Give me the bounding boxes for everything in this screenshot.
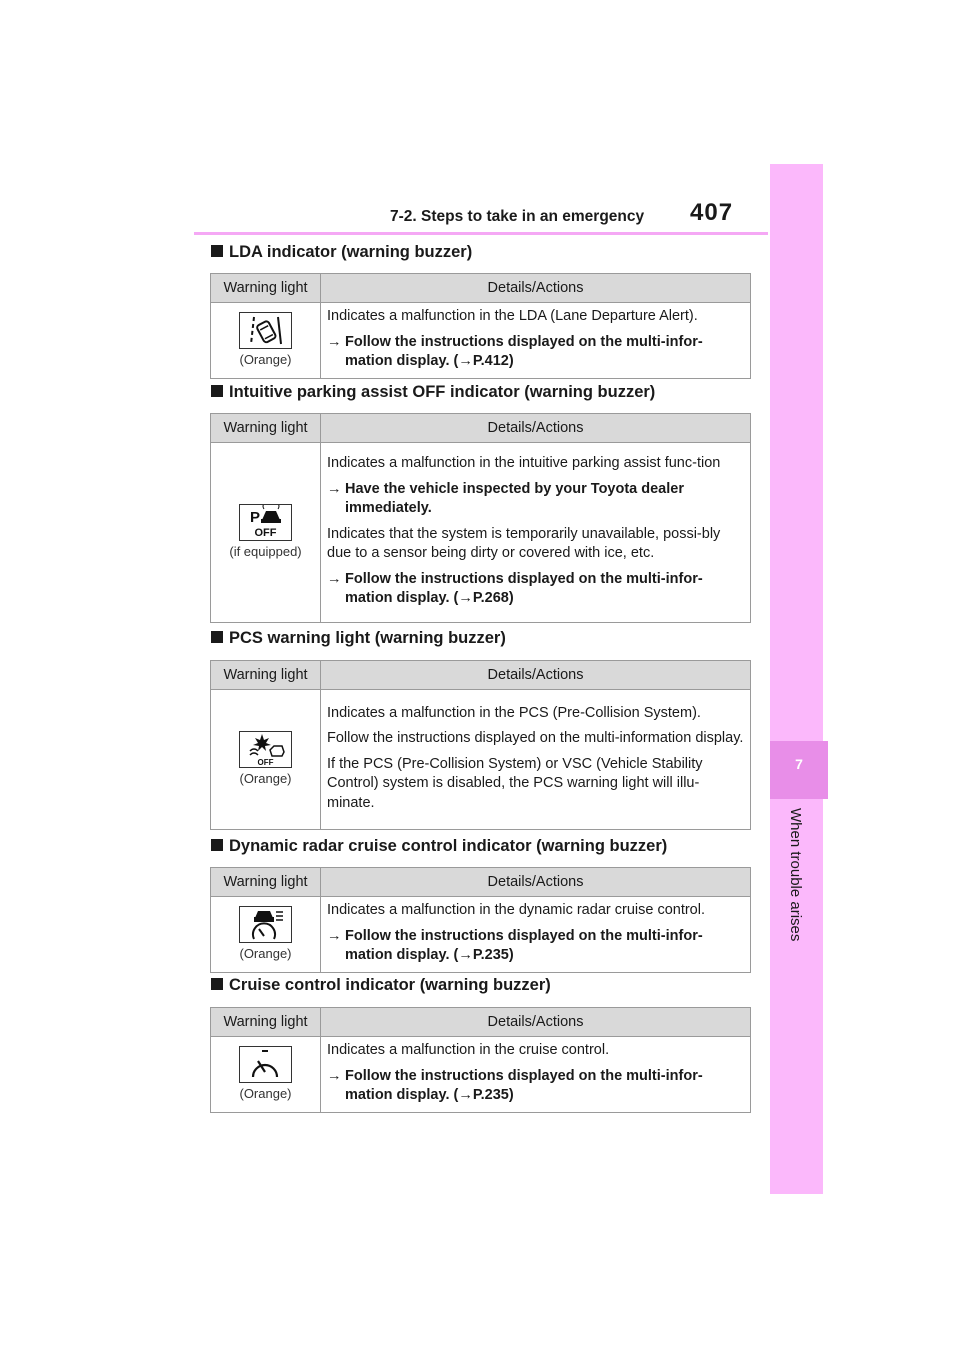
square-bullet-icon <box>211 245 223 257</box>
action-text: → Follow the instructions displayed on the multi-infor- mation display. (→P.268) <box>327 570 703 607</box>
parking-assist-off-icon <box>239 504 292 541</box>
page-number: 407 <box>690 199 734 226</box>
pcs-off-icon <box>239 731 292 768</box>
arrow-icon: → <box>327 927 342 944</box>
column-header-warning-light: Warning light <box>211 868 321 897</box>
pcs-heading: PCS warning light (warning buzzer) <box>211 629 506 648</box>
detail-text: Indicates a malfunction in the intuitive parking assist func-tion <box>327 455 721 472</box>
action-text: → Follow the instructions displayed on the multi-infor- mation display. (→P.235) <box>327 927 703 963</box>
arrow-icon: → <box>327 333 342 350</box>
arrow-icon: → <box>458 1087 473 1103</box>
detail-text: Follow the instructions displayed on the multi-information display. <box>327 730 744 747</box>
column-header-details: Details/Actions <box>321 1008 751 1037</box>
page-reference-link[interactable]: P.235 <box>472 1087 509 1103</box>
arrow-icon: → <box>327 570 342 587</box>
page-reference-link[interactable]: P.412 <box>472 353 509 369</box>
cruise-control-heading: Cruise control indicator (warning buzzer) <box>211 976 551 995</box>
chapter-number: 7 <box>795 756 803 772</box>
cruise-control-table <box>210 1007 751 1113</box>
header-rule <box>194 232 768 235</box>
detail-text: Indicates a malfunction in the cruise control. <box>327 1042 610 1058</box>
icon-caption: (if equipped) <box>229 543 302 559</box>
lda-table <box>210 273 751 379</box>
cruise-control-icon <box>239 1046 292 1083</box>
detail-text: Indicates a malfunction in the PCS (Pre-Collision System). <box>327 704 701 721</box>
icon-caption: (Orange) <box>239 1085 292 1101</box>
square-bullet-icon <box>211 978 223 990</box>
radar-cruise-icon <box>239 906 292 943</box>
column-header-details: Details/Actions <box>321 661 751 690</box>
radar-cruise-heading: Dynamic radar cruise control indicator (warning buzzer) <box>211 837 667 856</box>
radar-cruise-table <box>210 867 751 973</box>
icon-caption: (Orange) <box>239 770 292 786</box>
column-header-warning-light: Warning light <box>211 1008 321 1037</box>
column-header-warning-light: Warning light <box>211 274 321 303</box>
action-text: → Have the vehicle inspected by your Toyota dealer immediately. <box>327 480 684 517</box>
arrow-icon: → <box>458 947 473 963</box>
svg-text:OFF: OFF <box>257 757 274 767</box>
column-header-warning-light: Warning light <box>211 414 321 443</box>
column-header-details: Details/Actions <box>321 868 751 897</box>
chapter-label: When trouble arises <box>787 808 804 942</box>
svg-text:OFF: OFF <box>254 526 277 539</box>
arrow-icon: → <box>327 1067 342 1084</box>
section-title: 7-2. Steps to take in an emergency <box>390 208 645 225</box>
icon-caption: (Orange) <box>239 351 292 367</box>
lane-departure-icon <box>239 312 292 349</box>
column-header-details: Details/Actions <box>321 274 751 303</box>
icon-caption: (Orange) <box>239 945 292 961</box>
parking-assist-heading: Intuitive parking assist OFF indicator (warning buzzer) <box>211 383 655 402</box>
page-reference-link[interactable]: P.268 <box>472 590 509 607</box>
detail-text: Indicates a malfunction in the LDA (Lane Departure Alert). <box>327 308 698 324</box>
column-header-details: Details/Actions <box>321 414 751 443</box>
lda-heading: LDA indicator (warning buzzer) <box>211 243 472 262</box>
square-bullet-icon <box>211 839 223 851</box>
svg-text:P: P <box>250 508 261 526</box>
chapter-side-tab <box>770 164 823 1194</box>
arrow-icon: → <box>458 590 473 607</box>
pcs-table <box>210 660 751 830</box>
square-bullet-icon <box>211 385 223 397</box>
arrow-icon: → <box>458 353 473 369</box>
column-header-warning-light: Warning light <box>211 661 321 690</box>
square-bullet-icon <box>211 631 223 643</box>
arrow-icon: → <box>327 480 342 497</box>
detail-text: If the PCS (Pre-Collision System) or VSC (Vehicle Stability Control) system is disabled, the PCS warning light will illu-minate. <box>327 755 703 811</box>
detail-text: Indicates a malfunction in the dynamic radar cruise control. <box>327 902 705 918</box>
detail-text: Indicates that the system is temporarily unavailable, possi-bly due to a sensor being dirty or covered with ice, etc. <box>327 525 721 562</box>
page-reference-link[interactable]: P.235 <box>472 947 509 963</box>
action-text: → Follow the instructions displayed on the multi-infor- mation display. (→P.412) <box>327 333 703 369</box>
parking-assist-table <box>210 413 751 623</box>
action-text: → Follow the instructions displayed on the multi-infor- mation display. (→P.235) <box>327 1067 703 1103</box>
